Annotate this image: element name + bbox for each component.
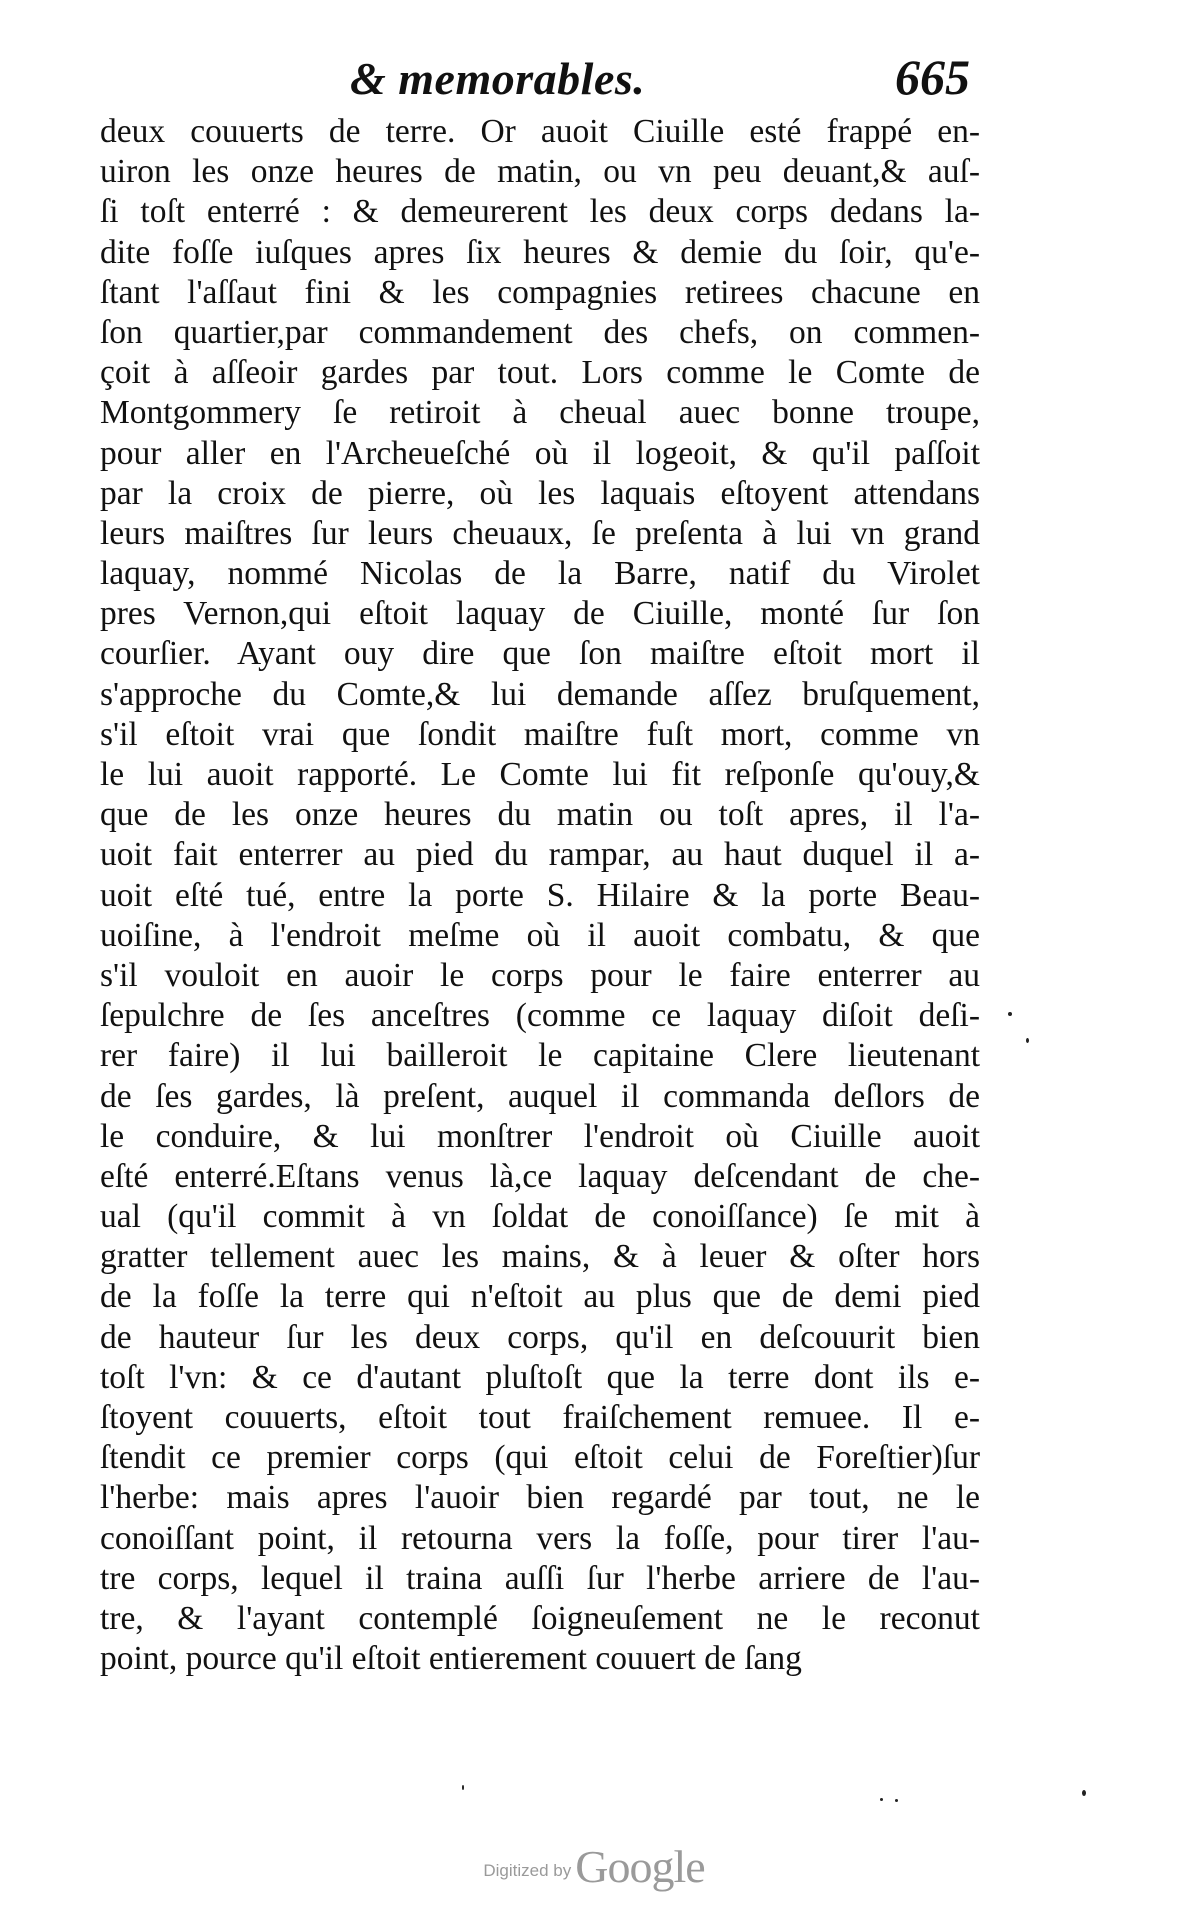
text-line: s'il vouloit en auoir le corps pour le faire enterrer au bbox=[100, 956, 980, 994]
text-line: de hauteur ſur les deux corps, qu'il en deſcouurit bien bbox=[100, 1318, 980, 1356]
text-line: pour aller en l'Archeueſché où il logeoit, & qu'il paſſoit bbox=[100, 434, 980, 472]
text-line: tre, & l'ayant contemplé ſoigneuſement ne le reconut bbox=[100, 1599, 980, 1637]
page-number: 665 bbox=[895, 49, 970, 105]
text-line: l'herbe: mais apres l'auoir bien regardé par tout, ne le bbox=[100, 1479, 980, 1517]
scan-speck bbox=[1008, 1012, 1012, 1016]
text-line: s'il eſtoit vrai que ſondit maiſtre fuſt mort, comme vn bbox=[100, 715, 980, 753]
text-line: leurs maiſtres ſur leurs cheuaux, ſe preſenta à lui vn grand bbox=[100, 514, 980, 552]
text-line: de ſes gardes, là preſent, auquel il commanda deſlors de bbox=[100, 1077, 980, 1115]
scan-speck bbox=[462, 1785, 464, 1790]
text-line: Montgommery ſe retiroit à cheual auec bonne troupe, bbox=[100, 394, 980, 432]
scan-speck bbox=[895, 1799, 898, 1802]
body-text bbox=[100, 112, 980, 1679]
text-line: pres Vernon,qui eſtoit laquay de Ciuille, monté ſur ſon bbox=[100, 595, 980, 633]
text-line: uiron les onze heures de matin, ou vn peu deuant,& auſ- bbox=[100, 153, 980, 191]
text-line: s'approche du Comte,& lui demande aſſez bruſquement, bbox=[100, 675, 980, 713]
text-line: ſon quartier,par commandement des chefs, on commen- bbox=[100, 313, 980, 351]
digitized-watermark bbox=[0, 1840, 1188, 1893]
text-line: toſt l'vn: & ce d'autant pluſtoſt que la terre dont ils e- bbox=[100, 1358, 980, 1396]
text-line: rer faire) il lui bailleroit le capitaine Clere lieutenant bbox=[100, 1037, 980, 1075]
scan-speck bbox=[1082, 1790, 1086, 1796]
text-line: tre corps, lequel il traina auſſi ſur l'herbe arriere de l'au- bbox=[100, 1559, 980, 1597]
text-line: ſtoyent couuerts, eſtoit tout fraiſchement remuee. Il e- bbox=[100, 1399, 980, 1436]
text-line: uoiſine, à l'endroit meſme où il auoit combatu, & que bbox=[100, 916, 980, 954]
text-line: conoiſſant point, il retourna vers la foſſe, pour tirer l'au- bbox=[100, 1519, 980, 1557]
text-line: deux couuerts de terre. Or auoit Ciuille esté frappé en- bbox=[100, 113, 980, 150]
running-title: & memorables. bbox=[350, 53, 646, 104]
text-line: gratter tellement auec les mains, & à leuer & oſter hors bbox=[100, 1238, 980, 1276]
text-line: ſtant l'aſſaut fini & les compagnies retirees chacune en bbox=[100, 273, 980, 311]
text-line: le lui auoit rapporté. Le Comte lui fit reſponſe qu'ouy,& bbox=[100, 756, 980, 793]
text-line: uoit eſté tué, entre la porte S. Hilaire & la porte Beau- bbox=[100, 876, 980, 914]
text-line: le conduire, & lui monſtrer l'endroit où Ciuille auoit bbox=[100, 1117, 980, 1155]
text-line: ſepulchre de ſes anceſtres (comme ce laquay diſoit deſi- bbox=[100, 997, 980, 1035]
text-line: courſier. Ayant ouy dire que ſon maiſtre eſtoit mort il bbox=[100, 635, 980, 673]
text-line: de la foſſe la terre qui n'eſtoit au plus que de demi pied bbox=[100, 1278, 980, 1316]
text-line: ſtendit ce premier corps (qui eſtoit celui de Foreſtier)ſur bbox=[100, 1439, 980, 1477]
text-line: ſi toſt enterré : & demeurerent les deux corps dedans la- bbox=[100, 193, 980, 231]
text-line: çoit à aſſeoir gardes par tout. Lors comme le Comte de bbox=[100, 354, 980, 392]
text-line: ual (qu'il commit à vn ſoldat de conoiſſance) ſe mit à bbox=[100, 1198, 980, 1236]
google-wordmark: Google bbox=[575, 1841, 705, 1892]
digitized-label: Digitized by bbox=[483, 1861, 572, 1880]
scan-speck bbox=[880, 1798, 883, 1801]
text-line: laquay, nommé Nicolas de la Barre, natif du Virolet bbox=[100, 555, 980, 593]
text-line: point, pource qu'il eſtoit entierement couuert de ſang bbox=[100, 1640, 802, 1678]
text-line: dite foſſe iuſques apres ſix heures & demie du ſoir, qu'e- bbox=[100, 233, 980, 271]
running-head bbox=[350, 49, 990, 112]
text-line: uoit fait enterrer au pied du rampar, au haut duquel il a- bbox=[100, 836, 980, 874]
text-line: que de les onze heures du matin ou toſt apres, il l'a- bbox=[100, 796, 980, 834]
scan-speck bbox=[1026, 1038, 1029, 1043]
text-line: par la croix de pierre, où les laquais eſtoyent attendans bbox=[100, 474, 980, 512]
text-line: eſté enterré.Eſtans venus là,ce laquay deſcendant de che- bbox=[100, 1157, 980, 1195]
